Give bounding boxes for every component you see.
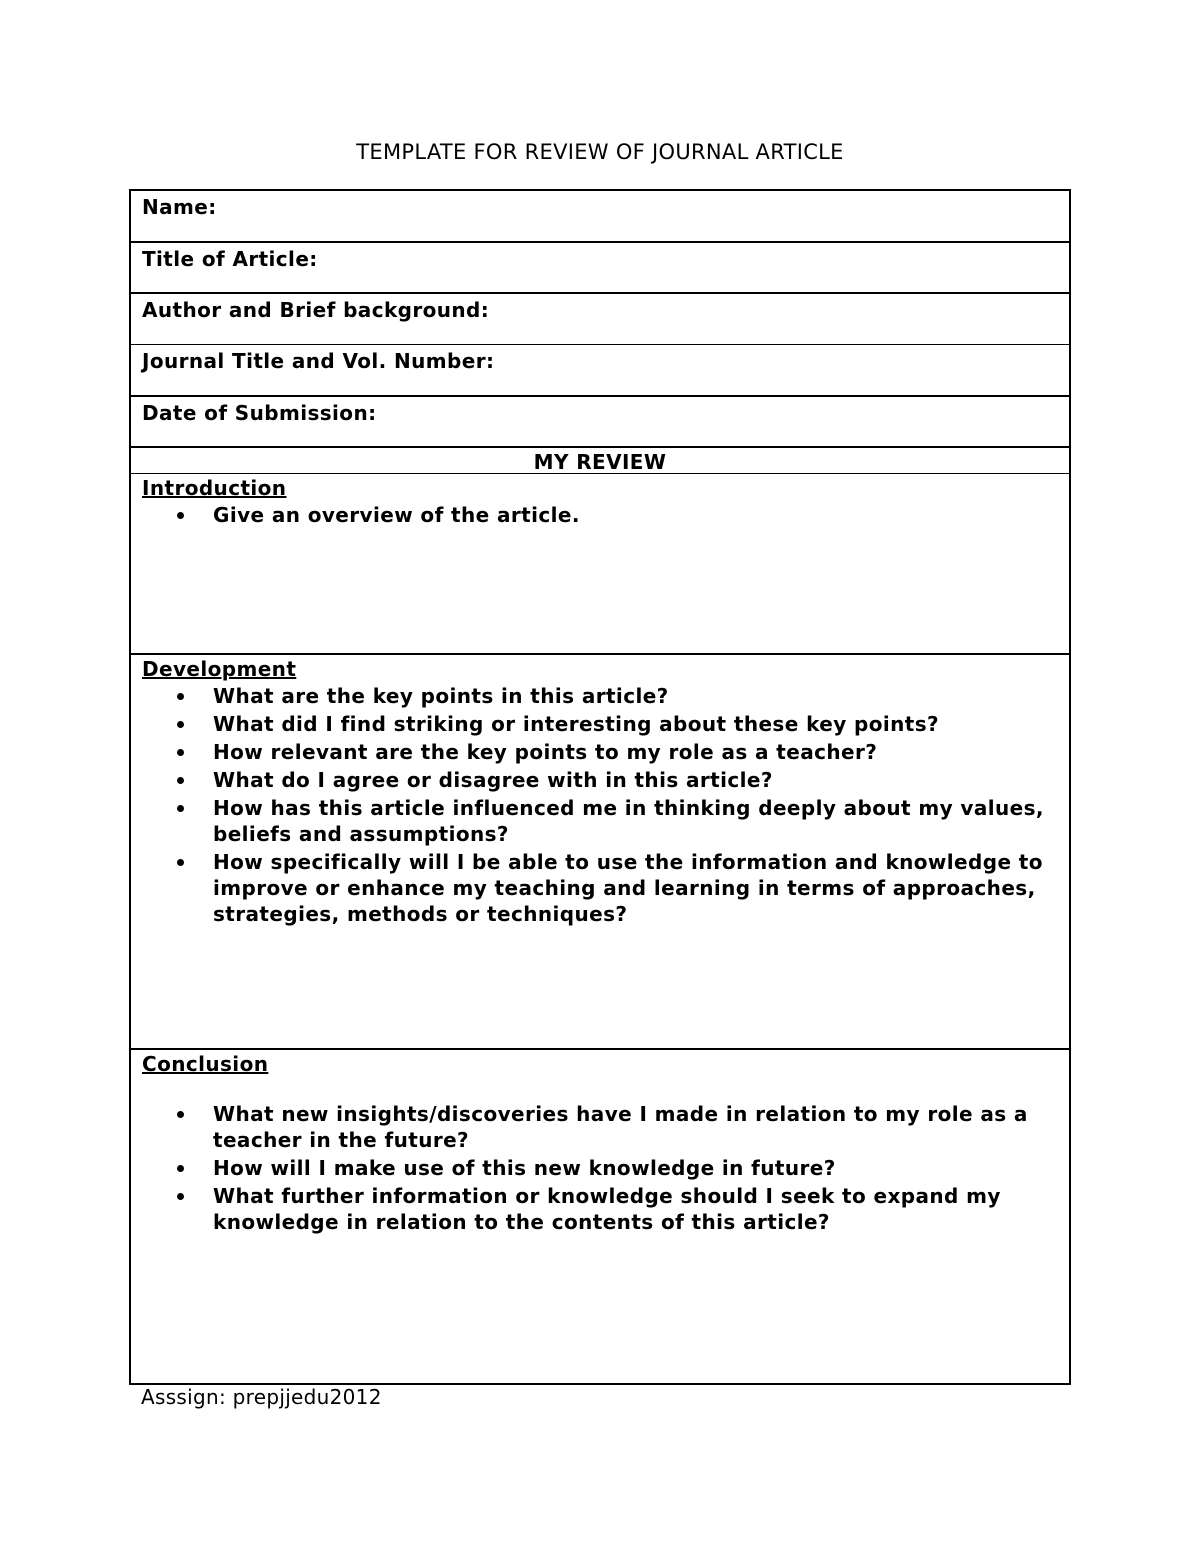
date-row <box>131 397 1069 448</box>
author-label: Author and Brief background: <box>142 298 490 322</box>
bullet-text: What new insights/discoveries have I made in relation to my role as a teacher in the future? <box>213 1102 1028 1152</box>
document-title: TEMPLATE FOR REVIEW OF JOURNAL ARTICLE <box>356 140 844 164</box>
development-section <box>131 655 1069 1050</box>
conclusion-list <box>131 1101 1069 1237</box>
bullet-text: How will I make use of this new knowledge in future? <box>213 1156 836 1180</box>
bullet-text: What are the key points in this article? <box>213 684 669 708</box>
review-header-row <box>131 448 1069 474</box>
list-item <box>131 711 1069 737</box>
bullet-icon <box>177 859 184 866</box>
list-item <box>131 502 1069 528</box>
list-item <box>131 683 1069 709</box>
bullet-icon <box>177 749 184 756</box>
conclusion-section <box>131 1050 1069 1383</box>
bullet-text: What further information or knowledge should I seek to expand my knowledge in relation to the contents of this article? <box>213 1184 1001 1234</box>
journal-label: Journal Title and Vol. Number: <box>142 349 495 373</box>
list-item <box>131 767 1069 793</box>
bullet-text: How specifically will I be able to use the information and knowledge to improve or enhance my teaching and learning in terms of approaches, strategies, methods or techniques? <box>213 850 1043 926</box>
bullet-icon <box>177 512 184 519</box>
author-row <box>131 294 1069 345</box>
review-header: MY REVIEW <box>533 450 667 474</box>
bullet-icon <box>177 1193 184 1200</box>
list-item <box>131 849 1069 927</box>
bullet-text: Give an overview of the article. <box>213 503 580 527</box>
bullet-icon <box>177 721 184 728</box>
article-title-label: Title of Article: <box>142 247 318 271</box>
journal-row <box>131 345 1069 397</box>
bullet-text: What did I find striking or interesting about these key points? <box>213 712 940 736</box>
bullet-text: How has this article influenced me in thinking deeply about my values, beliefs and assumptions? <box>213 796 1044 846</box>
bullet-icon <box>177 805 184 812</box>
bullet-icon <box>177 1165 184 1172</box>
conclusion-heading: Conclusion <box>142 1052 269 1076</box>
bullet-icon <box>177 1111 184 1118</box>
development-heading: Development <box>142 657 297 681</box>
name-row <box>131 191 1069 243</box>
introduction-heading: Introduction <box>142 476 287 500</box>
list-item <box>131 1101 1069 1153</box>
bullet-icon <box>177 777 184 784</box>
introduction-section <box>131 474 1069 655</box>
article-title-row <box>131 243 1069 294</box>
date-label: Date of Submission: <box>142 401 377 425</box>
list-item <box>131 795 1069 847</box>
introduction-list <box>131 502 1069 530</box>
bullet-text: What do I agree or disagree with in this article? <box>213 768 773 792</box>
review-form-table <box>129 189 1071 1385</box>
list-item <box>131 1183 1069 1235</box>
bullet-icon <box>177 693 184 700</box>
bullet-text: How relevant are the key points to my role as a teacher? <box>213 740 878 764</box>
name-label: Name: <box>142 195 217 219</box>
development-list <box>131 683 1069 929</box>
list-item <box>131 1155 1069 1181</box>
list-item <box>131 739 1069 765</box>
footer-note: Asssign: prepjjedu2012 <box>141 1385 382 1409</box>
